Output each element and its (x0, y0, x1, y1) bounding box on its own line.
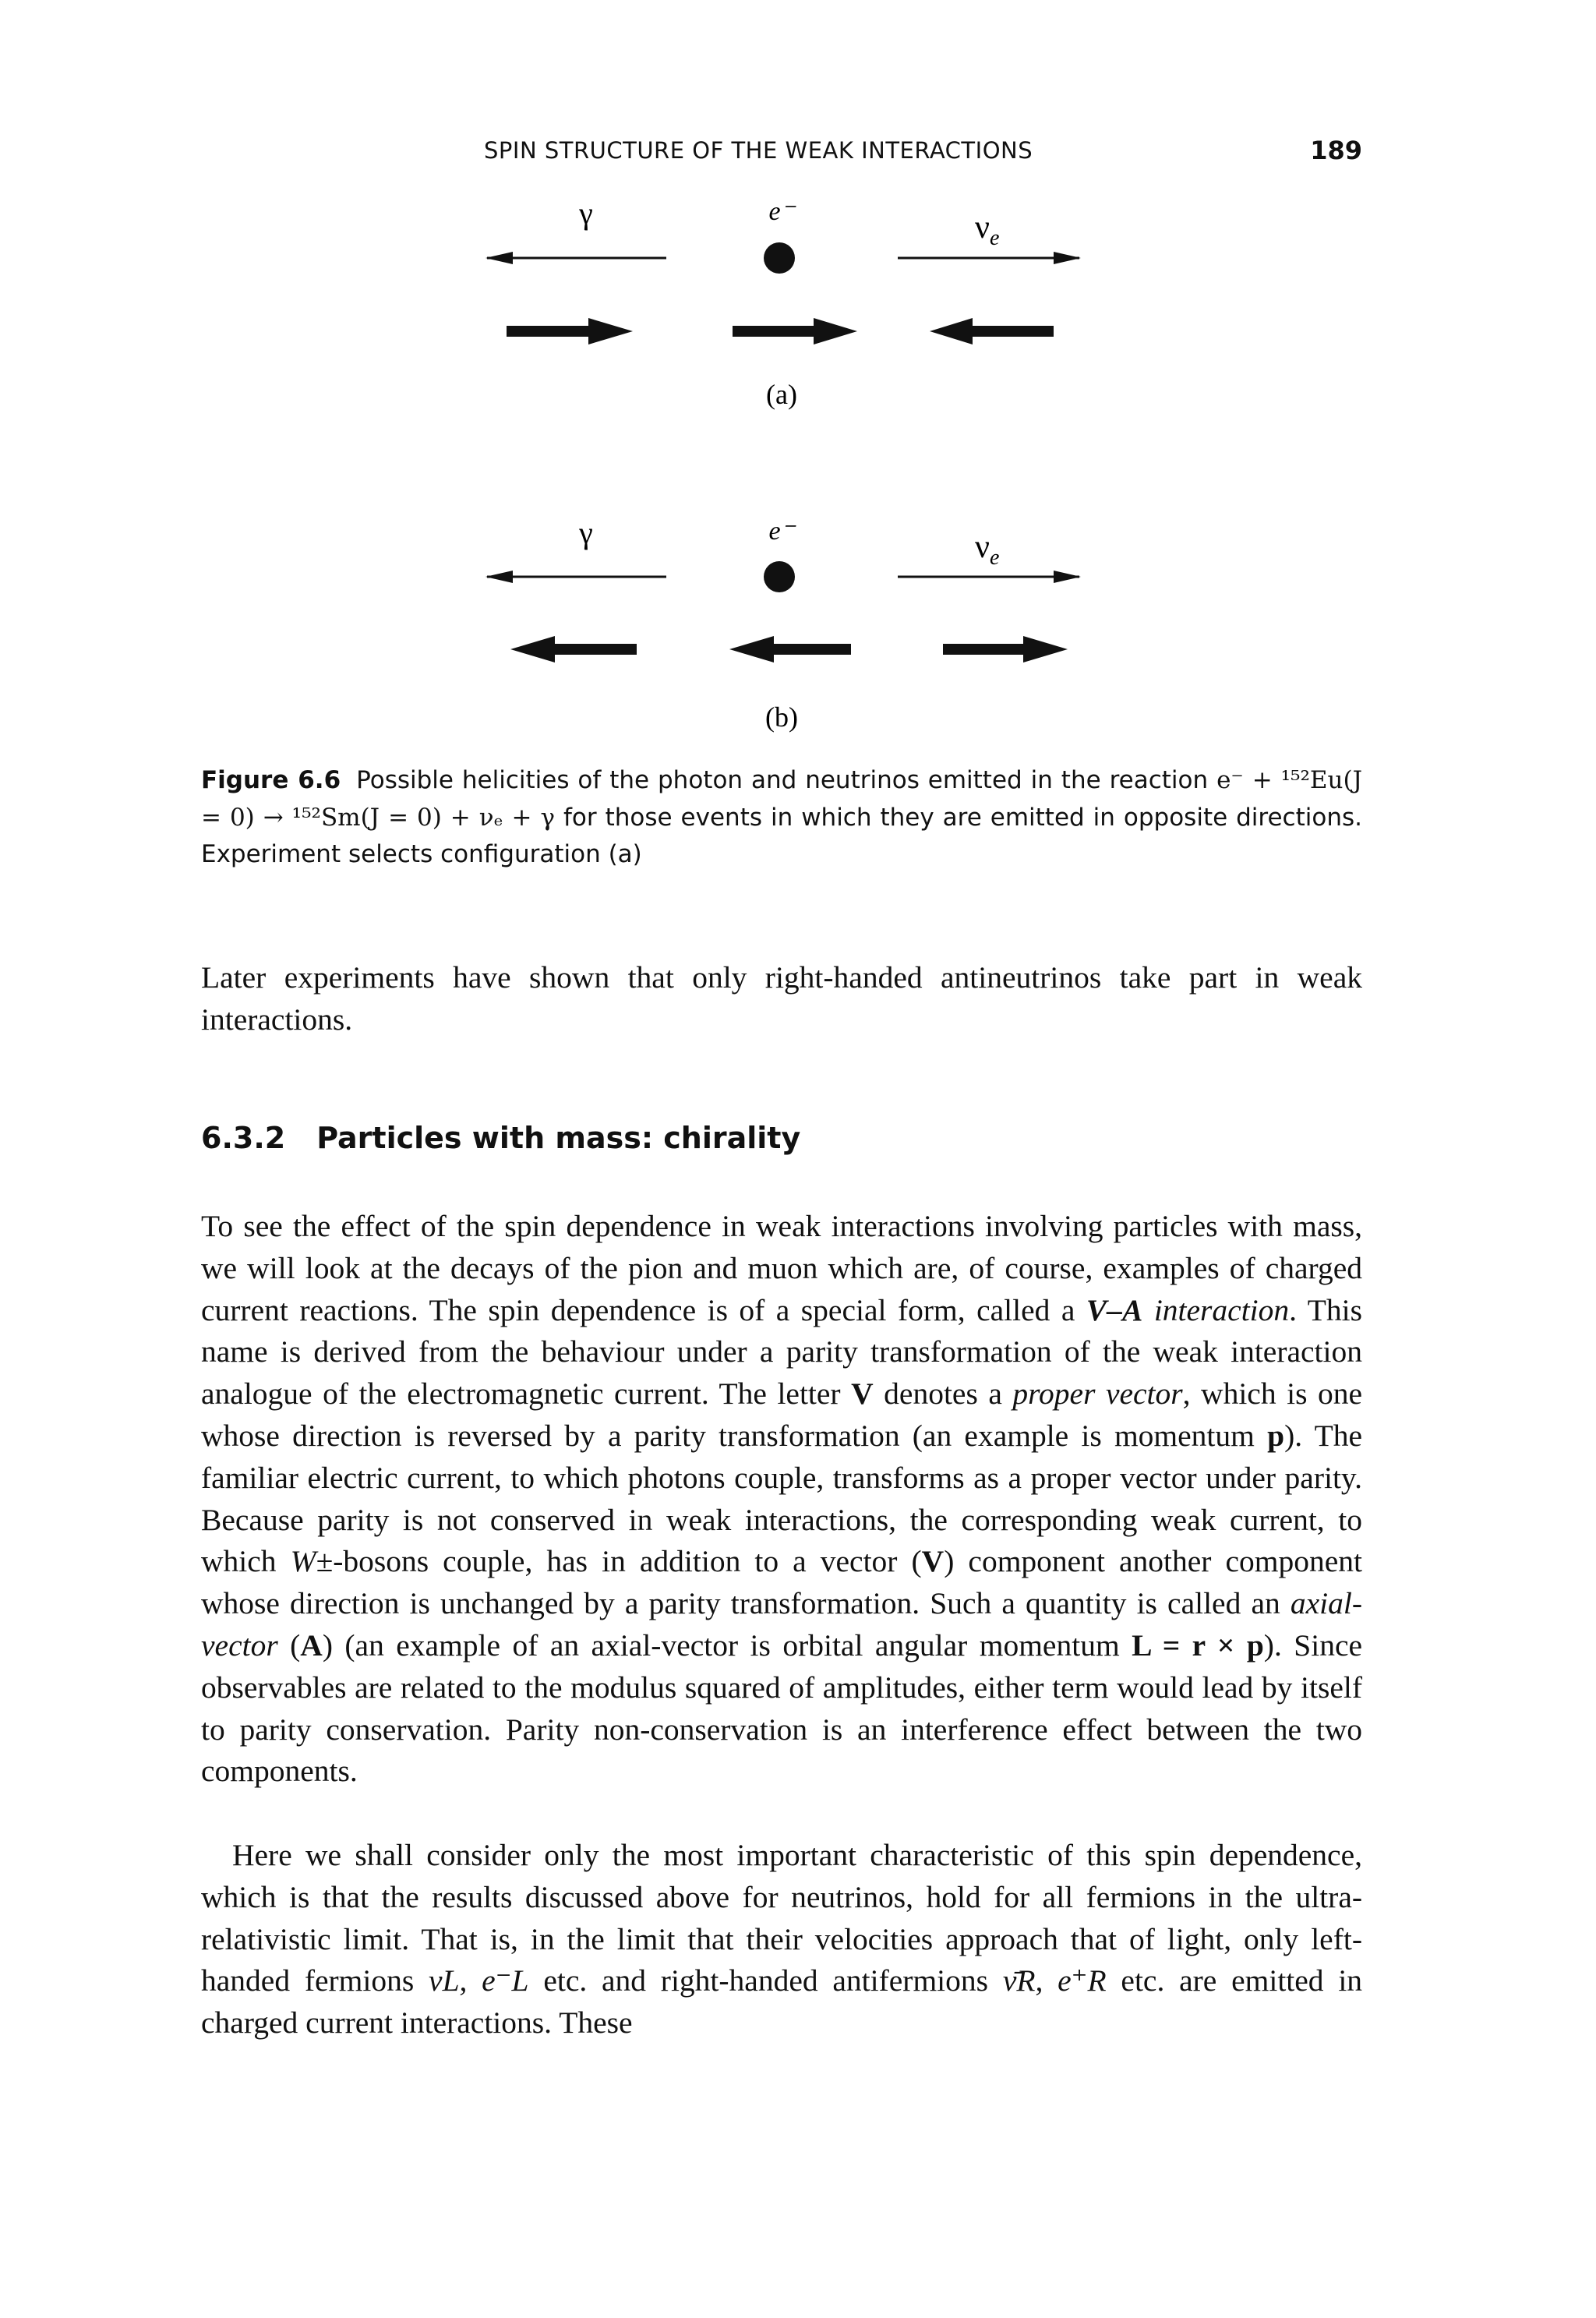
text-run: . This name is derived from the behaviour under a parity transformation of the weak interaction analogue of the electromagnetic current. The letter (201, 1292, 1363, 1412)
page-number: 189 (1310, 136, 1362, 165)
term-interaction: interaction (1153, 1292, 1290, 1327)
equation-angular-momentum: L = r × p (1132, 1627, 1264, 1663)
text-run: , which is one whose direction is reversed by a parity transformation (an example is momentum (201, 1376, 1362, 1453)
symbol-p: p (1267, 1418, 1285, 1453)
panel-label-b: (b) (765, 701, 798, 733)
neutrino-spin-arrow-b (943, 636, 1068, 663)
symbol-right-handed-antifermions: ν̄R, e⁺R (1002, 1963, 1107, 1998)
symbol-v: V (851, 1376, 874, 1412)
neutrino-spin-arrow-a (930, 318, 1054, 345)
photon-spin-arrow-a (507, 318, 633, 345)
caption-reaction: e⁻ + ¹⁵²Eu(J = 0) → ¹⁵²Sm(J = 0) + νₑ + γ (201, 766, 1362, 832)
section-number: 6.3.2 (201, 1121, 286, 1155)
electron-dot-b (764, 561, 795, 592)
electron-spin-arrow-b (729, 636, 851, 663)
photon-label-a: γ (579, 196, 593, 231)
figure-caption (201, 762, 1362, 874)
text-run: denotes a (884, 1376, 1002, 1412)
photon-momentum-arrowhead-a (486, 252, 513, 264)
paragraph-ultra-relativistic (201, 1835, 1362, 2044)
figure-6-6 (0, 0, 1596, 748)
figure-diagram (0, 0, 1596, 748)
paragraph-later-experiments: Later experiments have shown that only right-handed antineutrinos take part in weak interactions. (201, 960, 1362, 1037)
section-title: Particles with mass: chirality (316, 1121, 801, 1155)
term-va: V–A (1086, 1292, 1143, 1327)
section-heading (201, 1121, 800, 1155)
text-run: ( (290, 1627, 301, 1663)
text-run: ) component another component whose direction is unchanged by a parity transformation. Such a quantity is called an (201, 1544, 1363, 1621)
paragraph-va-interaction (201, 1206, 1362, 1793)
caption-text-2: for those events in which they are emitted in opposite directions. Experiment selects configuration (a) (201, 803, 1362, 868)
running-title: SPIN STRUCTURE OF THE WEAK INTERACTIONS (484, 137, 1033, 164)
photon-label-b: γ (579, 515, 593, 550)
panel-label-a: (a) (766, 379, 797, 410)
text-run: To see the effect of the spin dependence in weak interactions involving particles with mass, we will look at the decays of the pion and muon which are, of course, examples of charged current reactions. The spin dependence is of a special form, called a (201, 1209, 1362, 1327)
neutrino-momentum-arrowhead-a (1054, 252, 1081, 264)
symbol-a: A (300, 1627, 323, 1663)
term-proper-vector: proper vector (1012, 1376, 1183, 1412)
term-axial-vector: axial-vector (201, 1586, 1363, 1663)
symbol-v: V (921, 1544, 945, 1579)
panel-a (486, 196, 1081, 410)
symbol-w-boson: W± (290, 1544, 334, 1579)
electron-dot-a (764, 242, 795, 274)
photon-spin-arrow-b (510, 636, 637, 663)
text-run: etc. and right-handed antifermions (543, 1963, 989, 1998)
electron-label-b: e⁻ (768, 517, 795, 546)
text-run: etc. are emitted in charged current interactions. These (201, 1963, 1363, 2041)
electron-label-a: e⁻ (768, 197, 795, 226)
text-run: ). The familiar electric current, to which photons couple, transforms as a proper vector under parity. Because parity is not conserved in weak interactions, the corresponding weak current, to which (201, 1418, 1362, 1579)
neutrino-label-b: $\nu_e$ (975, 529, 1000, 570)
panel-b (486, 515, 1081, 733)
text-run: -bosons couple, has in addition to a vector ( (333, 1544, 922, 1579)
electron-spin-arrow-a (733, 318, 857, 345)
caption-text-1: Possible helicities of the photon and neutrinos emitted in the reaction (356, 766, 1209, 794)
text-run: Here we shall consider only the most important characteristic of this spin dependence, which is that the results discussed above for neutrinos, hold for all fermions in the ultra-relativistic limit. That is, in the limit that their velocities approach that of light, only left-handed fermions (201, 1838, 1362, 1998)
caption-label: Figure 6.6 (201, 766, 341, 794)
photon-momentum-arrowhead-b (486, 571, 513, 583)
neutrino-label-a: $\nu_e$ (975, 210, 1000, 250)
symbol-left-handed-fermions: νL, e⁻L (429, 1963, 529, 1998)
neutrino-momentum-arrowhead-b (1054, 571, 1081, 583)
text-run: ) (an example of an axial-vector is orbital angular momentum (322, 1627, 1120, 1663)
text-run: ). Since observables are related to the modulus squared of amplitudes, either term would lead by itself to parity conservation. Parity non-conservation is an interference effect between the two components. (201, 1627, 1363, 1789)
